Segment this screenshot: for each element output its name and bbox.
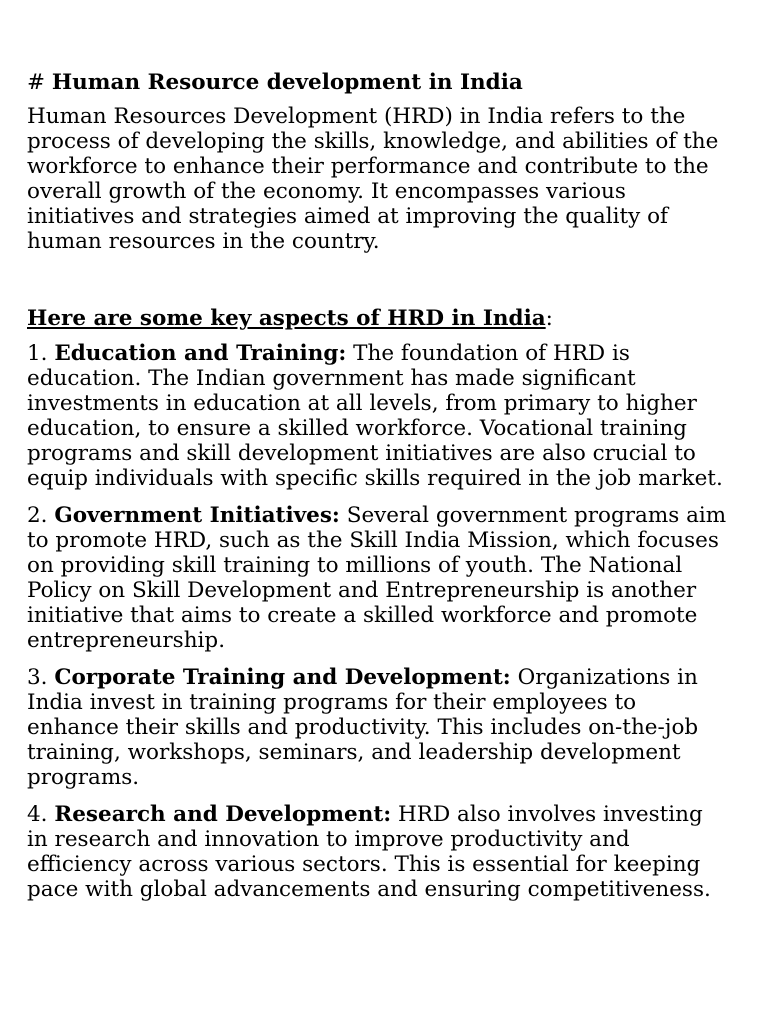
- list-item-number: 2.: [27, 503, 55, 528]
- list-item-heading: Education and Training:: [54, 341, 347, 366]
- key-aspects-heading: [27, 306, 728, 331]
- list-item: [27, 802, 728, 902]
- list-item-heading: Research and Development:: [54, 802, 392, 827]
- list-item-number: 3.: [27, 665, 55, 690]
- list-item: [27, 665, 728, 790]
- intro-paragraph: Human Resources Development (HRD) in India refers to the process of developing the skills, knowledge, and abilities of the workforce to enhance their performance and contribute to the overall growth of the economy. It encompasses various initiatives and strategies aimed at improving the quality of human resources in the country.: [27, 104, 719, 254]
- list-item-heading: Corporate Training and Development:: [54, 665, 511, 690]
- title-prefix: #: [27, 70, 52, 95]
- list-item: [27, 341, 728, 491]
- list-item-text: Organizations in India invest in training programs for their employees to enhance their skills and productivity. This includes on-the-job training, workshops, seminars, and leadership development programs.: [27, 665, 699, 790]
- list-item-text: Several government programs aim to promote HRD, such as the Skill India Mission, which focuses on providing skill training to millions of youth. The National Policy on Skill Development and Entrepreneurship is another initiative that aims to create a skilled workforce and promote entrepreneurship.: [27, 503, 727, 653]
- list-item-heading: Government Initiatives:: [54, 503, 340, 528]
- list-item: [27, 503, 728, 653]
- key-aspects-heading-text: Here are some key aspects of HRD in India: [27, 306, 546, 331]
- key-aspects-heading-colon: :: [545, 306, 553, 331]
- list-item-number: 4.: [27, 802, 55, 827]
- list-item-text: HRD also involves investing in research and innovation to improve productivity and efficiency across various sectors. This is essential for keeping pace with global advancements and ensuring competitiveness.: [27, 802, 711, 902]
- page-title: [27, 70, 728, 96]
- list-item-number: 1.: [27, 341, 55, 366]
- list-item-text: The foundation of HRD is education. The Indian government has made significant investments in education at all levels, from primary to higher education, to ensure a skilled workforce. Vocational training programs and skill development initiatives are also crucial to equip individuals with specific skills required in the job market.: [27, 341, 723, 491]
- title-text: Human Resource development in India: [51, 70, 523, 95]
